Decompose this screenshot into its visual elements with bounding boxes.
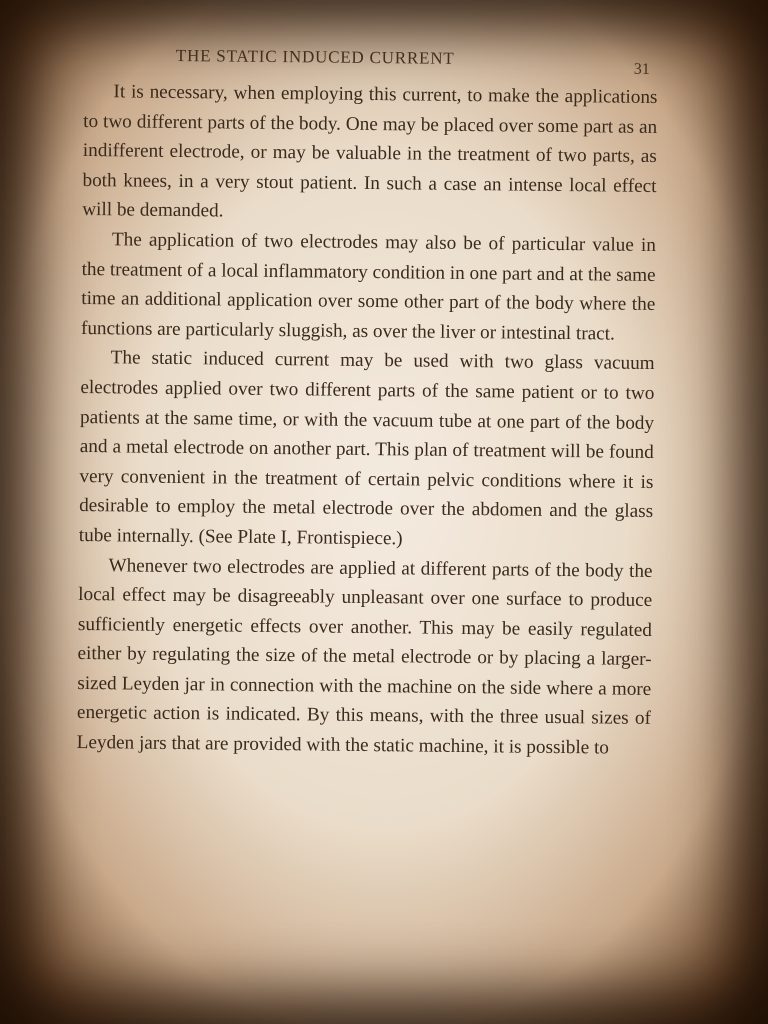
book-page — [77, 41, 658, 764]
paragraph: Whenever two electrodes are applied at different parts of the body the local effect may be disagreeably unpleasant over one surface to produce sufficiently energetic effects over another. This may be easily regulated either by regulating the size of the metal electrode or by placing a larger-sized Leyden jar in connection with the machine on the side where a more energetic action is indicated. By this means, with the three usual sizes of Leyden jars that are provided with the static machine, it is possible to — [76, 554, 653, 759]
running-title: THE STATIC INDUCED CURRENT — [175, 45, 455, 68]
page-header — [84, 41, 658, 83]
paragraph: It is necessary, when employing this current, to make the applications to two different parts of the body. One may be placed over some part as an indifferent electrode, or may be valuable in the treatment of two parts, as both knees, in a very stout patient. In such a case an intense local effect will be demanded. — [82, 81, 658, 222]
paragraph: The static induced current may be used with two glass vacuum electrodes applied over two different parts of the same patient or to two patients at the same time, or with the vacuum tube at one part of the body and a metal electrode on another part. This plan of treatment will be found very convenient in the treatment of certain pelvic conditions where it is desirable to employ the metal electrode over the abdomen and the glass tube internally. (See Plate I, Frontispiece.) — [78, 347, 655, 550]
page-number: 31 — [633, 60, 650, 78]
paragraph: The application of two electrodes may also be of particular value in the treatment of a local inflammatory condition in one part and at the same time an additional application over some other part of the body where the functions are particularly sluggish, as over the liver or intestinal tract. — [80, 229, 657, 345]
